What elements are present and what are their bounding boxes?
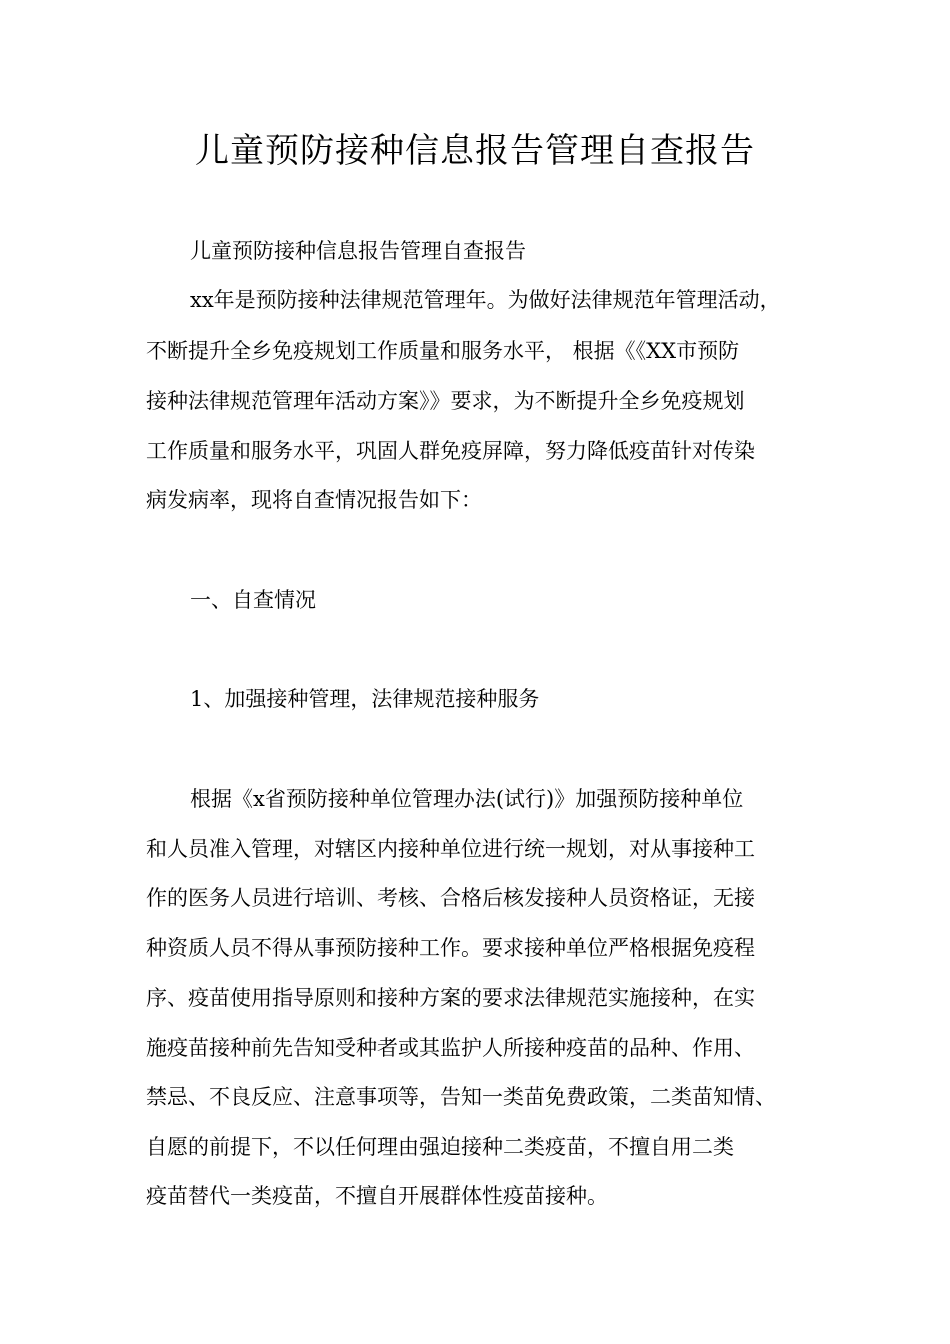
subsection-heading: 1、加强接种管理，法律规范接种服务 (190, 687, 540, 711)
intro-line: 工作质量和服务水平，巩固人群免疫屏障，努力降低疫苗针对传染 (146, 439, 755, 463)
section-heading: 一、自查情况 (190, 588, 316, 612)
document-title: 儿童预防接种信息报告管理自查报告 (195, 131, 755, 171)
body-line: 疫苗替代一类疫苗，不擅自开展群体性疫苗接种。 (146, 1184, 608, 1208)
body-line: 自愿的前提下，不以任何理由强迫接种二类疫苗，不擅自用二类 (146, 1135, 734, 1159)
body-line: 根据《x省预防接种单位管理办法(试行)》加强预防接种单位 (190, 787, 744, 811)
body-line: 作的医务人员进行培训、考核、合格后核发接种人员资格证，无接 (146, 886, 755, 910)
intro-line: 不断提升全乡免疫规划工作质量和服务水平， 根据《《XX市预防 (146, 339, 740, 363)
body-line: 禁忌、不良反应、注意事项等，告知一类苗免费政策，二类苗知情、 (146, 1085, 776, 1109)
intro-line: xx年是预防接种法律规范管理年。为做好法律规范年管理活动， (190, 288, 781, 312)
document-subtitle: 儿童预防接种信息报告管理自查报告 (190, 239, 526, 263)
intro-line: 接种法律规范管理年活动方案》》要求，为不断提升全乡免疫规划 (146, 389, 745, 413)
body-line: 和人员准入管理，对辖区内接种单位进行统一规划，对从事接种工 (146, 837, 755, 861)
body-line: 施疫苗接种前先告知受种者或其监护人所接种疫苗的品种、作用、 (146, 1036, 755, 1060)
intro-line: 病发病率，现将自查情况报告如下： (146, 488, 482, 512)
body-line: 序、疫苗使用指导原则和接种方案的要求法律规范实施接种，在实 (146, 986, 755, 1010)
body-line: 种资质人员不得从事预防接种工作。要求接种单位严格根据免疫程 (146, 936, 755, 960)
